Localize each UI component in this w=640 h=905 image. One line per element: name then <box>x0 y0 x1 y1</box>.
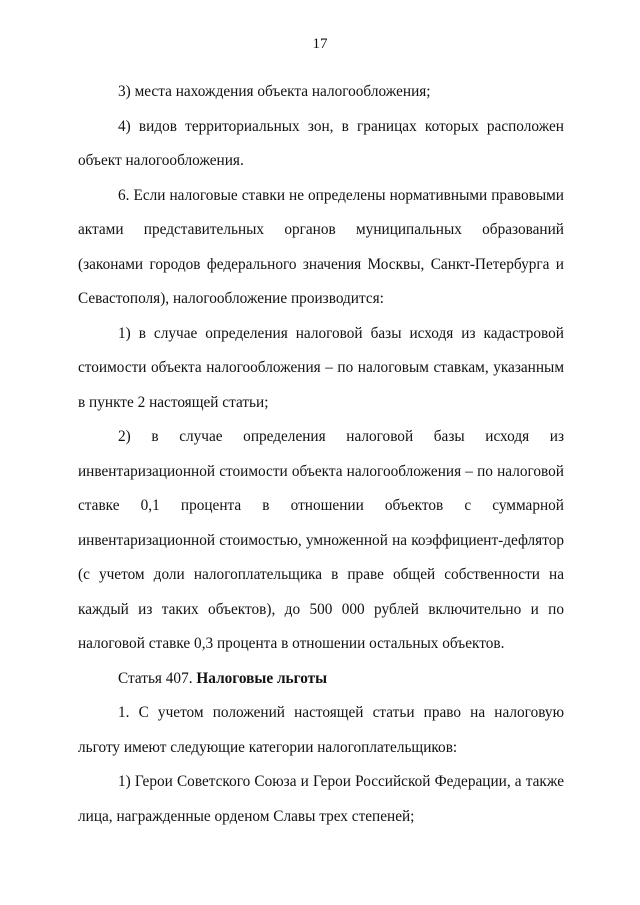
paragraph-article-clause-1: 1. С учетом положений настоящей статьи право на налоговую льготу имеют следующие категории налогоплательщиков: <box>78 704 564 756</box>
document-body <box>78 75 564 834</box>
paragraph-clause-6: 6. Если налоговые ставки не определены нормативными правовыми актами представительных органов муниципальных образований (законами городов федерального значения Москвы, Санкт-Петербурга и Севастополя), налогообложение производится: <box>78 186 564 307</box>
article-number: Статья 407. <box>118 669 193 687</box>
paragraph-item-4: 4) видов территориальных зон, в границах которых расположен объект налогообложения. <box>78 117 564 169</box>
paragraph-item-3: 3) места нахождения объекта налогообложения; <box>118 83 431 100</box>
article-heading <box>78 662 564 697</box>
paragraph-subitem-1: 1) в случае определения налоговой базы исходя из кадастровой стоимости объекта налогообложения – по налоговым ставкам, указанным в пункте 2 настоящей статьи; <box>78 324 564 411</box>
paragraph-article-subitem-1: 1) Герои Советского Союза и Герои Российской Федерации, а также лица, награжденные орденом Славы трех степеней; <box>78 773 564 825</box>
page-number: 17 <box>312 36 328 52</box>
article-title: Налоговые льготы <box>196 669 328 687</box>
paragraph-subitem-2: 2) в случае определения налоговой базы исходя из инвентаризационной стоимости объекта налогообложения – по налоговой ставке 0,1 процента в отношении объектов с суммарной инвентаризационной стоимостью, умноженной на коэффициент-дефлятор (с учетом доли налогоплательщика в праве общей собственности на каждый из таких объектов), до 500 000 рублей включительно и по налоговой ставке 0,3 процента в отношении остальных объектов. <box>78 428 564 652</box>
